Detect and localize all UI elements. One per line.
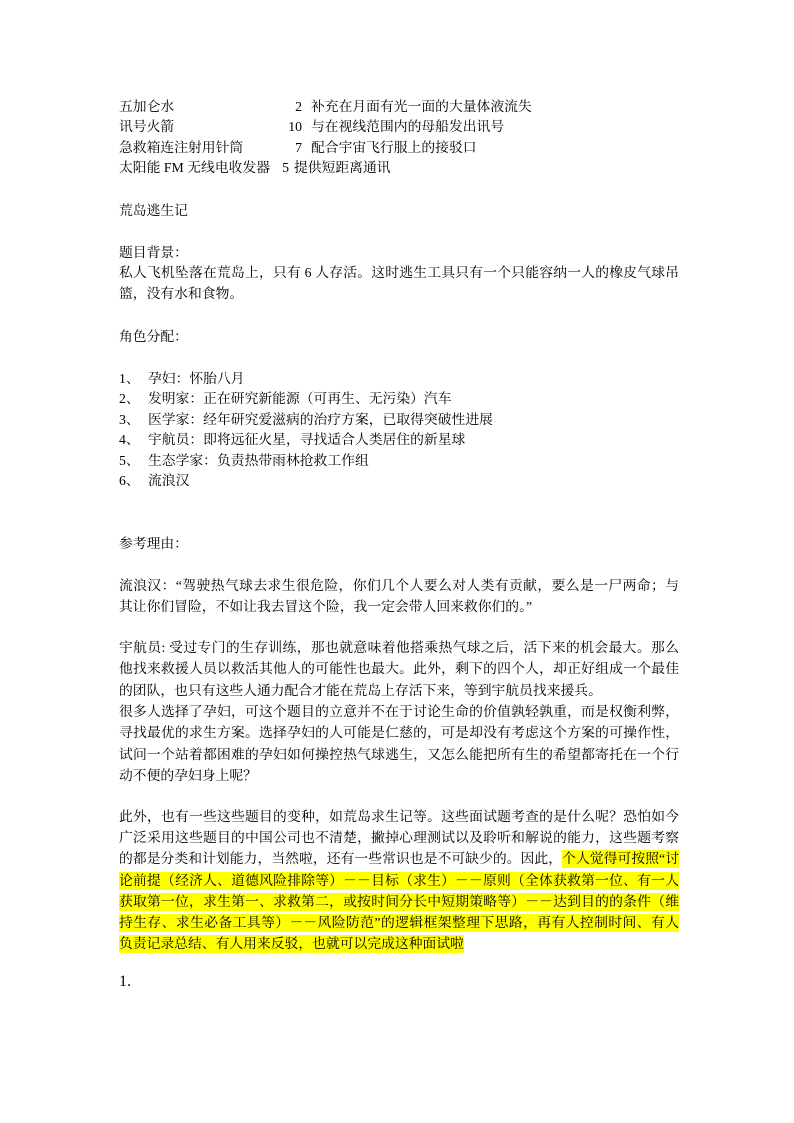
list-number: 2、	[119, 391, 140, 407]
paragraph-line	[119, 806, 679, 827]
paragraph-line	[119, 827, 679, 848]
list-number: 3、	[119, 411, 140, 427]
equipment-rank: 10	[288, 119, 302, 135]
background-heading: 题目背景：	[119, 245, 188, 260]
reasons-heading: 参考理由：	[119, 536, 188, 551]
equipment-row	[119, 117, 679, 137]
list-number: 5、	[119, 452, 140, 468]
commentary-text: 广泛采用这些题目的中国公司也不清楚，撇掉心理测试以及聆听和解说的能力，这些题考察	[119, 830, 679, 846]
highlighted-text: 负责记录总结、有人用来反驳，也就可以完成这种面试啦	[119, 936, 464, 952]
section-title: 荒岛逃生记	[119, 203, 188, 218]
list-number: 4、	[119, 432, 140, 448]
paragraph-line: 篮，没有水和食物。	[119, 286, 244, 301]
equipment-reason: 补充在月面有光一面的大量体液流失	[311, 99, 532, 114]
paragraph-line	[119, 912, 679, 933]
astronaut-paragraph	[119, 637, 679, 701]
equipment-row	[119, 158, 679, 178]
equipment-rank: 5	[282, 159, 289, 175]
paragraph-line: 很多人选择了孕妇，可这个题目的立意并不在于讨论生命的价值孰轻孰重，而是权衡利弊，	[119, 704, 679, 719]
paragraph-line	[119, 891, 679, 912]
highlighted-text: 获取第一位，求生第一、求救第二，或按时间分长中短期策略等）－－达到目的的条件（维	[119, 893, 679, 909]
paragraph-line: 寻找最优的求生方案。选择孕妇的人可能是仁慈的，可是却没有考虑这个方案的可操作性，	[119, 725, 679, 741]
equipment-rank: 7	[295, 139, 302, 155]
equipment-row	[119, 138, 679, 158]
roles-heading: 角色分配：	[119, 329, 188, 344]
list-text: 发明家：正在研究新能源（可再生、无污染）汽车	[148, 391, 452, 407]
commentary-text: 的都是分类和计划能力，当然啦，还有一些常识也是不可缺少的。因此，	[119, 851, 563, 867]
highlighted-text: 论前提（经济人、道德风险排除等）－－目标（求生）－－原则（全体获救第一位、有一人	[119, 872, 679, 888]
equipment-name: 五加仑水	[119, 99, 175, 114]
equipment-row	[119, 97, 679, 117]
list-item	[119, 369, 679, 389]
paragraph-line	[119, 870, 679, 891]
paragraph-line: 的团队，也只有这些人通力配合才能在荒岛上存活下来，等到宇航员找来援兵。	[119, 682, 602, 698]
list-number: 1、	[119, 371, 140, 386]
paragraph-line	[119, 848, 679, 869]
list-number: 6、	[119, 472, 140, 488]
list-item	[119, 430, 679, 450]
equipment-name: 急救箱连注射用针筒	[119, 139, 244, 155]
list-text: 生态学家：负责热带雨林抢救工作组	[148, 452, 369, 468]
paragraph-line: 宇航员: 受过专门的生存训练，那也就意味着他搭乘热气球之后，活下来的机会最大。那么	[119, 640, 679, 655]
pregnant-note-paragraph	[119, 701, 679, 786]
paragraph-line: 私人飞机坠落在荒岛上，只有 6 人存活。这时逃生工具只有一个只能容纳一人的橡皮气球吊	[119, 265, 679, 280]
paragraph-line: 动不便的孕妇身上呢？	[119, 767, 257, 783]
list-item	[119, 451, 679, 471]
equipment-reason: 与在视线范围内的母船发出讯号	[311, 119, 505, 135]
equipment-table	[119, 97, 679, 178]
equipment-rank: 2	[295, 99, 302, 114]
commentary-text: 此外，也有一些这些题目的变种，如荒岛求生记等。这些面试题考查的是什么呢？恐怕如今	[119, 809, 679, 824]
paragraph-line: 流浪汉：“驾驶热气球去求生很危险，你们几个人要么对人类有贡献，要么是一尸两命；与	[119, 578, 679, 593]
roles-list	[119, 369, 679, 491]
list-text: 流浪汉	[148, 472, 190, 488]
paragraph-line: 试问一个站着都困难的孕妇如何操控热气球逃生，又怎么能把所有生的希望都寄托在一个行	[119, 746, 679, 762]
commentary-paragraph	[119, 806, 679, 954]
list-text: 医学家：经年研究爱滋病的治疗方案，已取得突破性进展	[148, 411, 493, 427]
list-item	[119, 389, 679, 409]
equipment-name: 太阳能 FM 无线电收发器	[119, 159, 271, 175]
highlighted-text: 持生存、求生必备工具等）－－风险防范”的逻辑框架整理下思路，再有人控制时间、有人	[119, 914, 679, 930]
highlighted-text: 个人觉得可按照“讨	[562, 851, 680, 867]
vagrant-paragraph	[119, 575, 679, 617]
paragraph-line	[119, 933, 679, 954]
list-item	[119, 410, 679, 430]
list-text: 宇航员：即将远征火星，寻找适合人类居住的新星球	[148, 432, 466, 448]
list-number-footer: 1.	[119, 973, 131, 990]
paragraph-line: 其让你们冒险，不如让我去冒这个险，我一定会带人回来救你们的。”	[119, 599, 533, 614]
list-item	[119, 471, 679, 491]
paragraph-line: 他找来救援人员以救活其他人的可能性也最大。此外，剩下的四个人，却正好组成一个最佳	[119, 661, 679, 677]
background-paragraph	[119, 262, 679, 304]
equipment-name: 讯号火箭	[119, 119, 175, 135]
equipment-reason: 提供短距离通讯	[294, 159, 391, 175]
equipment-reason: 配合宇宙飞行服上的接驳口	[311, 139, 477, 155]
list-text: 孕妇：怀胎八月	[148, 371, 245, 386]
